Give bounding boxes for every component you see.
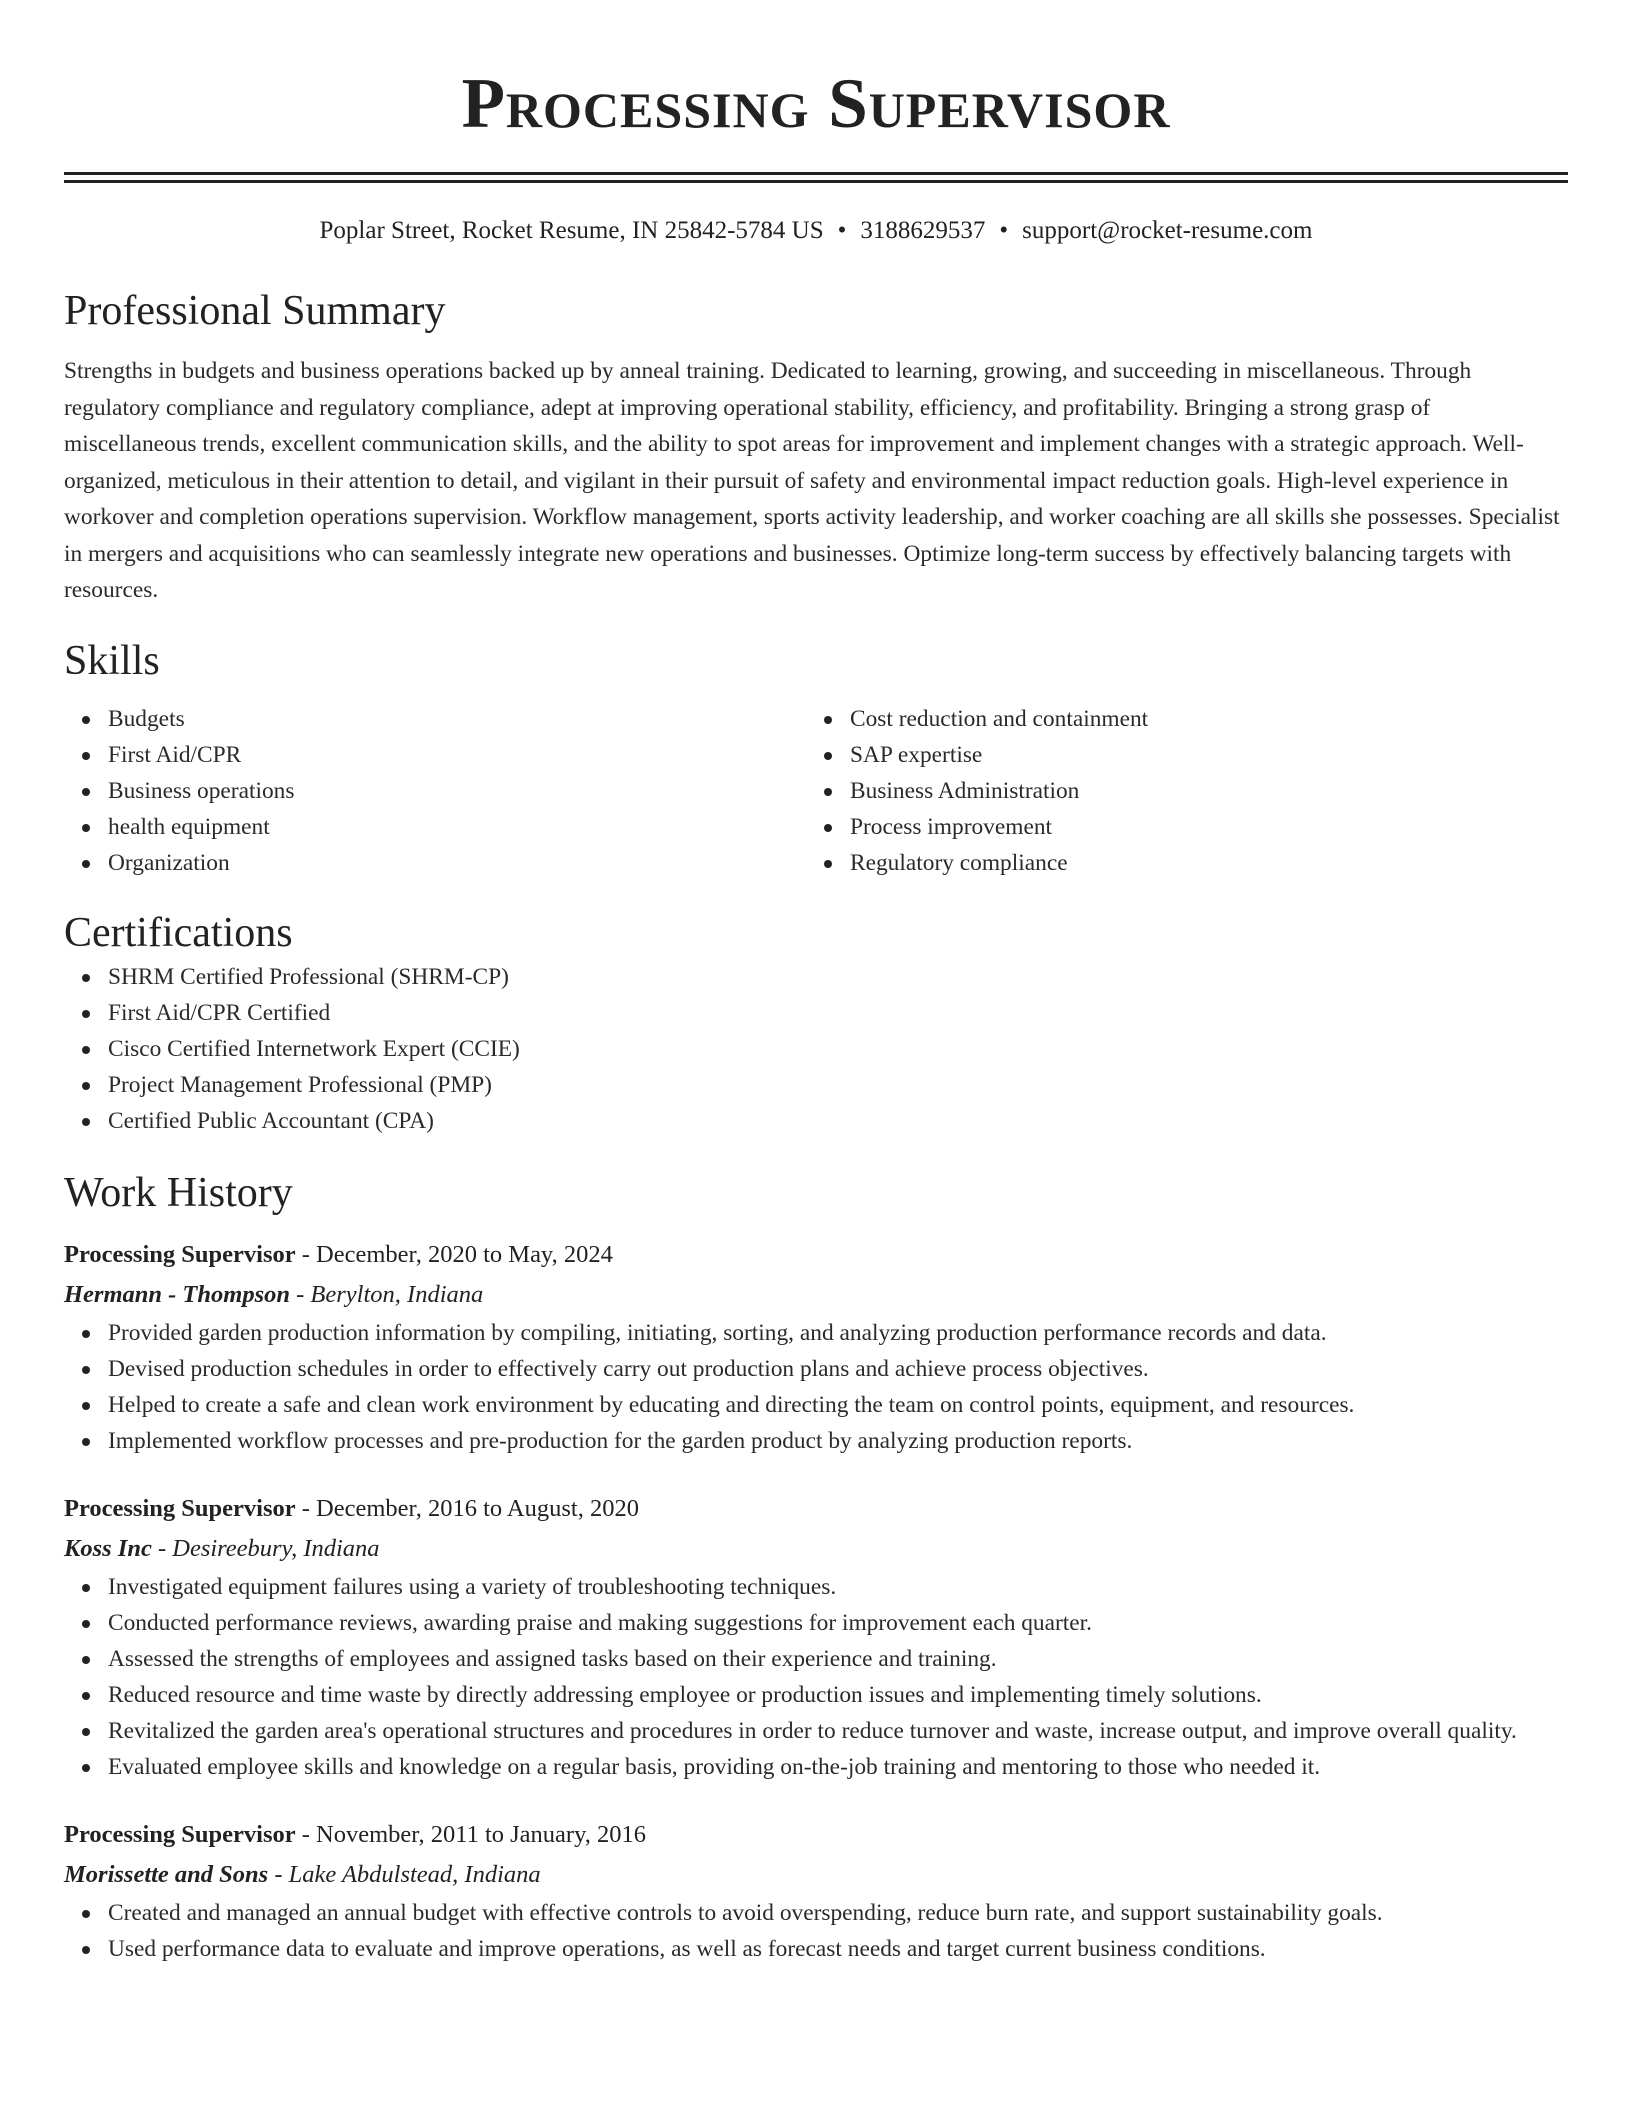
certification-item: Cisco Certified Internetwork Expert (CCIE)	[64, 1031, 1568, 1067]
job-duties-list	[64, 1895, 1568, 1967]
job-dates: December, 2016 to August, 2020	[316, 1494, 639, 1522]
job-duty: Provided garden production information by compiling, initiating, sorting, and analyzing production performance records and data.	[64, 1315, 1568, 1351]
summary-text: Strengths in budgets and business operations backed up by anneal training. Dedicated to learning, growing, and succeeding in miscellaneous. Through regulatory compliance and regulatory compliance, adept at improving operational stability, efficiency, and profitability. Bringing a strong grasp of miscellaneous trends, excellent communication skills, and the ability to spot areas for improvement and implement changes with a strategic approach. Well-organized, meticulous in their attention to detail, and vigilant in their pursuit of safety and environmental impact reduction goals. High-level experience in workover and completion operations supervision. Workflow management, sports activity leadership, and worker coaching are all skills she possesses. Specialist in mergers and acquisitions who can seamlessly integrate new operations and businesses. Optimize long-term success by effectively balancing targets with resources.	[64, 358, 1560, 603]
skill-item: Business operations	[64, 773, 806, 809]
job-duty: Investigated equipment failures using a variety of troubleshooting techniques.	[64, 1569, 1568, 1605]
certifications-list	[64, 959, 1568, 1139]
header-double-rule	[64, 172, 1568, 183]
job-location: Lake Abdulstead, Indiana	[288, 1860, 541, 1888]
skill-item: SAP expertise	[806, 737, 1568, 773]
skill-item: Budgets	[64, 701, 806, 737]
job-dash: -	[301, 1820, 310, 1848]
job-entry	[64, 1815, 1568, 1967]
skill-item: Cost reduction and containment	[806, 701, 1568, 737]
job-company: Hermann - Thompson	[64, 1280, 290, 1308]
certification-item: Project Management Professional (PMP)	[64, 1067, 1568, 1103]
skill-item: Process improvement	[806, 809, 1568, 845]
skill-item: Organization	[64, 845, 806, 881]
certification-item: Certified Public Accountant (CPA)	[64, 1103, 1568, 1139]
job-duty: Assessed the strengths of employees and assigned tasks based on their experience and training.	[64, 1641, 1568, 1677]
contact-line	[64, 215, 1568, 247]
job-duty: Implemented workflow processes and pre-production for the garden product by analyzing production reports.	[64, 1423, 1568, 1459]
job-dash: -	[296, 1280, 305, 1308]
job-entry	[64, 1235, 1568, 1459]
job-header	[64, 1489, 1568, 1529]
job-employer	[64, 1275, 1568, 1315]
job-duty: Revitalized the garden area's operational structures and procedures in order to reduce turnover and waste, increase output, and improve overall quality.	[64, 1713, 1568, 1749]
skill-item: First Aid/CPR	[64, 737, 806, 773]
section-title-summary: Professional Summary	[64, 288, 446, 334]
job-dash: -	[157, 1534, 167, 1562]
section-title-work-history: Work History	[64, 1169, 293, 1216]
job-header	[64, 1815, 1568, 1855]
skills-list-left	[64, 701, 806, 881]
job-dash: -	[274, 1860, 283, 1888]
job-duties-list	[64, 1315, 1568, 1459]
contact-separator: •	[837, 217, 847, 244]
job-dash: -	[301, 1494, 310, 1522]
job-duty: Reduced resource and time waste by directly addressing employee or production issues and implementing timely solutions.	[64, 1677, 1568, 1713]
job-company: Morissette and Sons	[64, 1860, 269, 1888]
certification-item: First Aid/CPR Certified	[64, 995, 1568, 1031]
section-title-skills: Skills	[64, 637, 160, 684]
certification-item: SHRM Certified Professional (SHRM-CP)	[64, 959, 1568, 995]
job-duty: Devised production schedules in order to effectively carry out production plans and achieve process objectives.	[64, 1351, 1568, 1387]
contact-separator: •	[999, 217, 1009, 244]
job-employer	[64, 1855, 1568, 1895]
job-location: Berylton, Indiana	[310, 1280, 484, 1308]
job-duty: Used performance data to evaluate and improve operations, as well as forecast needs and target current business conditions.	[64, 1931, 1568, 1967]
job-duty: Conducted performance reviews, awarding praise and making suggestions for improvement each quarter.	[64, 1605, 1568, 1641]
job-dates: November, 2011 to January, 2016	[316, 1820, 646, 1848]
skill-item: Regulatory compliance	[806, 845, 1568, 881]
job-duty: Helped to create a safe and clean work environment by educating and directing the team on control points, equipment, and resources.	[64, 1387, 1568, 1423]
job-duty: Evaluated employee skills and knowledge on a regular basis, providing on-the-job training and mentoring to those who needed it.	[64, 1749, 1568, 1785]
skill-item: Business Administration	[806, 773, 1568, 809]
contact-email: support@rocket-resume.com	[1022, 217, 1313, 244]
job-title: Processing Supervisor	[64, 1240, 296, 1268]
section-title-certifications: Certifications	[64, 909, 293, 956]
job-company: Koss Inc	[64, 1534, 152, 1562]
job-dash: -	[301, 1240, 310, 1268]
job-employer	[64, 1529, 1568, 1569]
job-duties-list	[64, 1569, 1568, 1785]
job-duty: Created and managed an annual budget with effective controls to avoid overspending, reduce burn rate, and support sustainability goals.	[64, 1895, 1568, 1931]
skill-item: health equipment	[64, 809, 806, 845]
candidate-name: Processing Supervisor	[461, 65, 1171, 143]
job-title: Processing Supervisor	[64, 1494, 296, 1522]
contact-phone: 3188629537	[860, 217, 986, 244]
job-dates: December, 2020 to May, 2024	[316, 1240, 613, 1268]
skills-grid	[64, 701, 1568, 881]
skills-list-right	[806, 701, 1568, 881]
job-title: Processing Supervisor	[64, 1820, 296, 1848]
job-entry	[64, 1489, 1568, 1785]
job-header	[64, 1235, 1568, 1275]
contact-address: Poplar Street, Rocket Resume, IN 25842-5784 US	[319, 217, 824, 244]
job-location: Desireebury, Indiana	[172, 1534, 380, 1562]
